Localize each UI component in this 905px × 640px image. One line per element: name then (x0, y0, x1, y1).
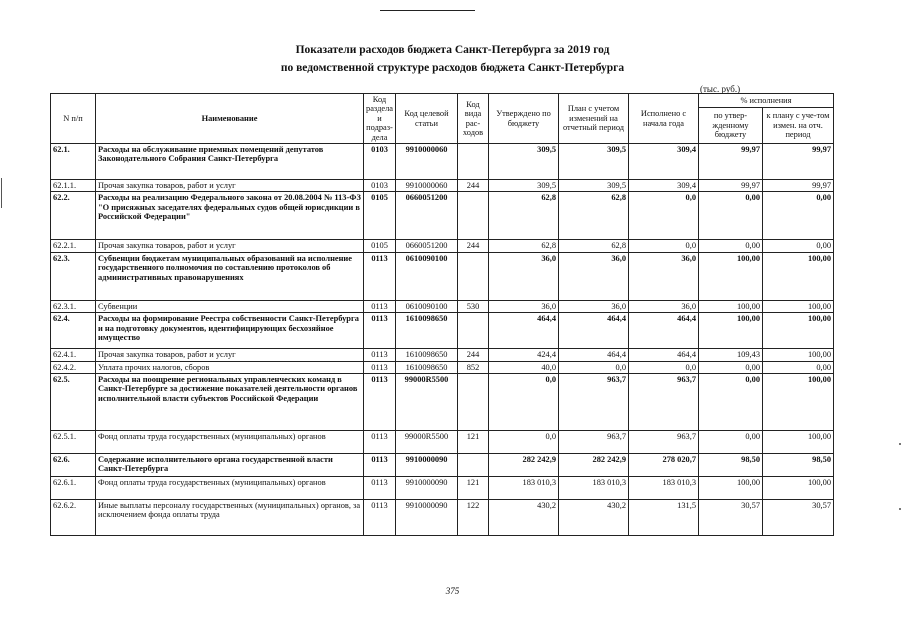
row-target-code: 9910000060 (396, 180, 458, 192)
row-name: Фонд оплаты труда государственных (муниципальных) органов (96, 477, 364, 500)
row-section-code: 0113 (364, 313, 396, 349)
scan-dot (899, 508, 901, 510)
row-pct-budget: 0,00 (699, 361, 763, 373)
row-section-code: 0113 (364, 349, 396, 361)
table-row (51, 192, 834, 240)
row-pct-budget: 109,43 (699, 349, 763, 361)
row-pct-budget: 100,00 (699, 313, 763, 349)
row-pct-plan: 100,00 (763, 300, 834, 312)
row-kind-code (458, 192, 489, 240)
row-target-code: 99000R5500 (396, 431, 458, 454)
row-target-code: 9910000090 (396, 477, 458, 500)
row-kind-code: 244 (458, 180, 489, 192)
row-number: 62.5. (51, 374, 96, 431)
row-approved: 36,0 (489, 252, 559, 300)
row-section-code: 0105 (364, 192, 396, 240)
row-executed: 36,0 (629, 252, 699, 300)
row-pct-budget: 99,97 (699, 144, 763, 180)
row-plan: 430,2 (559, 500, 629, 536)
row-executed: 963,7 (629, 431, 699, 454)
row-number: 62.6.1. (51, 477, 96, 500)
row-pct-budget: 0,00 (699, 374, 763, 431)
row-plan: 183 010,3 (559, 477, 629, 500)
row-section-code: 0113 (364, 300, 396, 312)
header-pct-plan: к плану с уче-том измен. на отч. период (763, 108, 834, 144)
row-approved: 36,0 (489, 300, 559, 312)
row-approved: 430,2 (489, 500, 559, 536)
row-section-code: 0113 (364, 500, 396, 536)
scan-margin-mark (1, 178, 2, 208)
row-pct-plan: 99,97 (763, 144, 834, 180)
row-target-code: 1610098650 (396, 349, 458, 361)
row-kind-code (458, 374, 489, 431)
row-plan: 464,4 (559, 349, 629, 361)
row-kind-code: 244 (458, 240, 489, 252)
row-section-code: 0113 (364, 454, 396, 477)
table-row (51, 454, 834, 477)
report-title-line2: по ведомственной структуре расходов бюджета Санкт-Петербурга (280, 62, 625, 74)
row-name: Расходы на обслуживание приемных помещений депутатов Законодательного Собрания Санкт-Петербурга (96, 144, 364, 180)
row-pct-budget: 98,50 (699, 454, 763, 477)
row-target-code: 0660051200 (396, 240, 458, 252)
row-approved: 309,5 (489, 180, 559, 192)
row-approved: 40,0 (489, 361, 559, 373)
row-pct-budget: 100,00 (699, 477, 763, 500)
row-kind-code: 121 (458, 477, 489, 500)
row-number: 62.1. (51, 144, 96, 180)
row-pct-plan: 30,57 (763, 500, 834, 536)
row-name: Фонд оплаты труда государственных (муниципальных) органов (96, 431, 364, 454)
row-name: Расходы на поощрение региональных управленческих команд в Санкт-Петербурге за достижение показателей деятельности органов исполнительной власти субъектов Российской Федерации (96, 374, 364, 431)
row-pct-budget: 0,00 (699, 240, 763, 252)
row-pct-plan: 100,00 (763, 374, 834, 431)
row-section-code: 0113 (364, 477, 396, 500)
row-section-code: 0105 (364, 240, 396, 252)
header-pct-group: % исполнения (699, 94, 834, 108)
row-plan: 309,5 (559, 144, 629, 180)
table-row (51, 349, 834, 361)
row-pct-budget: 100,00 (699, 300, 763, 312)
row-name: Субвенции бюджетам муниципальных образований на исполнение государственного полномочия по составлению протоколов об административных правонарушениях (96, 252, 364, 300)
row-name: Содержание исполнительного органа государственной власти Санкт-Петербурга (96, 454, 364, 477)
row-pct-plan: 99,97 (763, 180, 834, 192)
row-pct-budget: 99,97 (699, 180, 763, 192)
header-pct-budget: по утвер-жденному бюджету (699, 108, 763, 144)
top-rule (380, 10, 475, 11)
row-executed: 36,0 (629, 300, 699, 312)
row-approved: 62,8 (489, 192, 559, 240)
table-row (51, 144, 834, 180)
row-section-code: 0103 (364, 144, 396, 180)
row-number: 62.4.1. (51, 349, 96, 361)
row-plan: 464,4 (559, 313, 629, 349)
table-row (51, 361, 834, 373)
row-executed: 183 010,3 (629, 477, 699, 500)
row-name: Субвенции (96, 300, 364, 312)
row-approved: 282 242,9 (489, 454, 559, 477)
row-number: 62.6.2. (51, 500, 96, 536)
row-executed: 464,4 (629, 313, 699, 349)
row-kind-code (458, 252, 489, 300)
row-approved: 464,4 (489, 313, 559, 349)
row-number: 62.3.1. (51, 300, 96, 312)
row-section-code: 0113 (364, 361, 396, 373)
row-plan: 36,0 (559, 252, 629, 300)
row-target-code: 0610090100 (396, 252, 458, 300)
row-approved: 424,4 (489, 349, 559, 361)
row-pct-plan: 0,00 (763, 192, 834, 240)
header-section-code: Код раздела и подраз-дела (364, 94, 396, 144)
row-target-code: 9910000090 (396, 454, 458, 477)
table-row (51, 240, 834, 252)
table-body (51, 144, 834, 536)
table-row (51, 252, 834, 300)
row-pct-plan: 98,50 (763, 454, 834, 477)
row-plan: 282 242,9 (559, 454, 629, 477)
table-row (51, 300, 834, 312)
row-name: Прочая закупка товаров, работ и услуг (96, 240, 364, 252)
table-row (51, 500, 834, 536)
row-executed: 963,7 (629, 374, 699, 431)
row-plan: 963,7 (559, 431, 629, 454)
row-pct-budget: 100,00 (699, 252, 763, 300)
row-pct-plan: 100,00 (763, 313, 834, 349)
row-target-code: 1610098650 (396, 361, 458, 373)
report-title-line1: Показатели расходов бюджета Санкт-Петербурга за 2019 год (295, 44, 610, 56)
row-pct-plan: 0,00 (763, 361, 834, 373)
row-executed: 464,4 (629, 349, 699, 361)
row-name: Иные выплаты персоналу государственных (муниципальных) органов, за исключением фонда оплаты труда (96, 500, 364, 536)
row-plan: 963,7 (559, 374, 629, 431)
row-kind-code: 244 (458, 349, 489, 361)
row-kind-code: 852 (458, 361, 489, 373)
row-kind-code (458, 313, 489, 349)
scan-dot (899, 443, 901, 445)
row-target-code: 9910000060 (396, 144, 458, 180)
row-kind-code: 530 (458, 300, 489, 312)
header-target-code: Код целевой статьи (396, 94, 458, 144)
row-approved: 0,0 (489, 431, 559, 454)
row-executed: 0,0 (629, 361, 699, 373)
table-row (51, 180, 834, 192)
row-pct-budget: 0,00 (699, 431, 763, 454)
row-pct-budget: 0,00 (699, 192, 763, 240)
row-kind-code: 121 (458, 431, 489, 454)
row-plan: 309,5 (559, 180, 629, 192)
row-pct-plan: 0,00 (763, 240, 834, 252)
row-name: Уплата прочих налогов, сборов (96, 361, 364, 373)
row-number: 62.3. (51, 252, 96, 300)
page-number: 375 (445, 586, 460, 596)
row-executed: 278 020,7 (629, 454, 699, 477)
row-number: 62.4.2. (51, 361, 96, 373)
row-executed: 309,4 (629, 180, 699, 192)
row-target-code: 0660051200 (396, 192, 458, 240)
row-pct-plan: 100,00 (763, 349, 834, 361)
row-target-code: 0610090100 (396, 300, 458, 312)
row-section-code: 0113 (364, 252, 396, 300)
row-name: Расходы на реализацию Федерального закона от 20.08.2004 № 113-ФЗ "О присяжных заседателях федеральных судов общей юрисдикции в Российской Федерации" (96, 192, 364, 240)
table-row (51, 477, 834, 500)
row-name: Расходы на формирование Реестра собственности Санкт-Петербурга и на подготовку документов, идентифицирующих бесхозяйное имущество (96, 313, 364, 349)
row-number: 62.5.1. (51, 431, 96, 454)
row-section-code: 0103 (364, 180, 396, 192)
row-number: 62.2. (51, 192, 96, 240)
row-number: 62.6. (51, 454, 96, 477)
row-kind-code: 122 (458, 500, 489, 536)
row-name: Прочая закупка товаров, работ и услуг (96, 180, 364, 192)
header-name: Наименование (96, 94, 364, 144)
row-approved: 0,0 (489, 374, 559, 431)
budget-table (50, 93, 834, 536)
row-plan: 0,0 (559, 361, 629, 373)
table-row (51, 313, 834, 349)
row-executed: 0,0 (629, 240, 699, 252)
row-executed: 131,5 (629, 500, 699, 536)
header-num: N п/п (51, 94, 96, 144)
header-executed: Исполнено с начала года (629, 94, 699, 144)
row-target-code: 1610098650 (396, 313, 458, 349)
row-pct-plan: 100,00 (763, 431, 834, 454)
table-row (51, 374, 834, 431)
row-pct-plan: 100,00 (763, 477, 834, 500)
row-approved: 309,5 (489, 144, 559, 180)
row-executed: 309,4 (629, 144, 699, 180)
row-pct-plan: 100,00 (763, 252, 834, 300)
row-plan: 62,8 (559, 240, 629, 252)
row-approved: 183 010,3 (489, 477, 559, 500)
row-number: 62.1.1. (51, 180, 96, 192)
units-label: (тыс. руб.) (700, 84, 741, 94)
row-name: Прочая закупка товаров, работ и услуг (96, 349, 364, 361)
row-section-code: 0113 (364, 431, 396, 454)
table-row (51, 431, 834, 454)
row-pct-budget: 30,57 (699, 500, 763, 536)
row-kind-code (458, 144, 489, 180)
row-target-code: 9910000090 (396, 500, 458, 536)
header-approved: Утверждено по бюджету (489, 94, 559, 144)
row-approved: 62,8 (489, 240, 559, 252)
row-section-code: 0113 (364, 374, 396, 431)
header-plan: План с учетом изменений на отчетный период (559, 94, 629, 144)
row-executed: 0,0 (629, 192, 699, 240)
row-plan: 36,0 (559, 300, 629, 312)
header-kind-code: Код вида рас-ходов (458, 94, 489, 144)
row-target-code: 99000R5500 (396, 374, 458, 431)
row-kind-code (458, 454, 489, 477)
row-number: 62.4. (51, 313, 96, 349)
row-number: 62.2.1. (51, 240, 96, 252)
row-plan: 62,8 (559, 192, 629, 240)
